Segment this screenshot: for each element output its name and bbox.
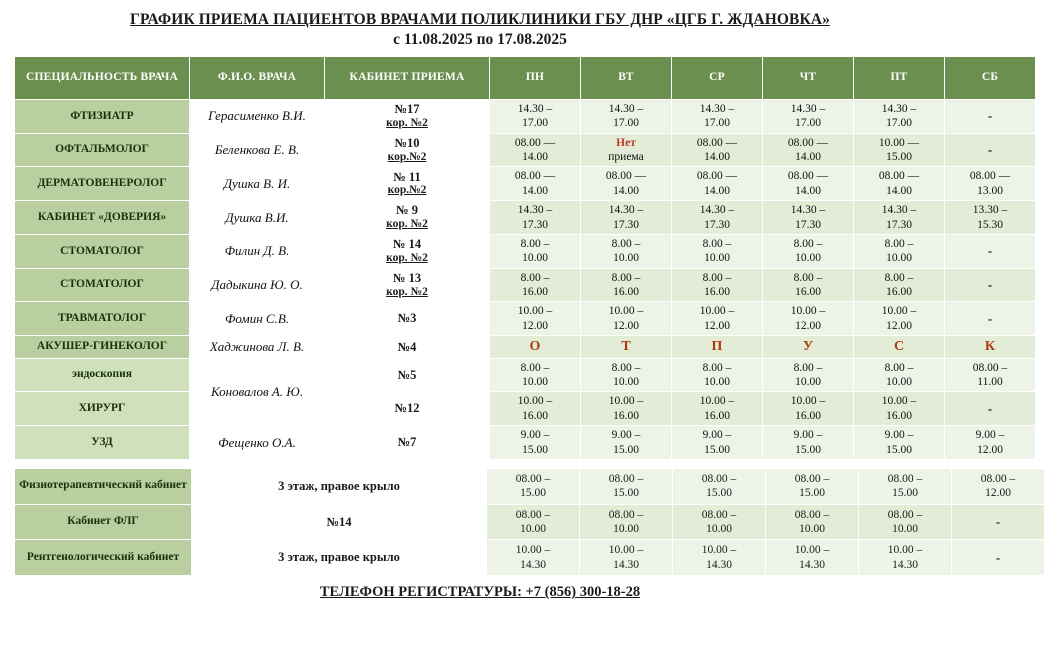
table-row — [15, 167, 1036, 201]
day-cell: - — [945, 234, 1036, 268]
row-room: №3 — [325, 302, 490, 336]
day-cell: 10.00 — 15.00 — [854, 133, 945, 167]
day-cell: 8.00 – 10.00 — [581, 358, 672, 392]
day-cell: 08.00 – 11.00 — [945, 358, 1036, 392]
row-doctor: Фещенко О.А. — [190, 426, 325, 460]
room-day-cell: 10.00 – 14.30 — [859, 540, 952, 576]
day-cell: 14.30 – 17.00 — [672, 99, 763, 133]
day-cell: 9.00 – 15.00 — [490, 426, 581, 460]
day-cell: 8.00 – 10.00 — [854, 358, 945, 392]
column-header-monday: ПН — [490, 56, 581, 99]
day-cell: Нет приема — [581, 133, 672, 167]
row-specialty: ХИРУРГ — [15, 392, 190, 426]
room-day-cell: 08.00 – 15.00 — [673, 468, 766, 504]
day-cell: 10.00 – 16.00 — [490, 392, 581, 426]
day-cell: 08.00 — 13.00 — [945, 167, 1036, 201]
row-specialty: ДЕРМАТОВЕНЕРОЛОГ — [15, 167, 190, 201]
row-room: №17 кор. №2 — [325, 99, 490, 133]
table-row — [15, 392, 1036, 426]
room-day-cell: 08.00 – 10.00 — [580, 504, 673, 540]
table-header — [15, 56, 1036, 99]
day-cell: 8.00 – 16.00 — [854, 268, 945, 302]
row-doctor: Филин Д. В. — [190, 234, 325, 268]
table-header-row — [15, 56, 1036, 99]
table-row — [15, 234, 1036, 268]
day-cell: 14.30 – 17.30 — [672, 201, 763, 235]
row-doctor: Фомин С.В. — [190, 302, 325, 336]
row-room: №12 — [325, 392, 490, 426]
day-cell: 8.00 – 16.00 — [672, 268, 763, 302]
room-location: 3 этаж, правое крыло — [192, 540, 487, 576]
column-header-tuesday: ВТ — [581, 56, 672, 99]
day-cell: 8.00 – 10.00 — [854, 234, 945, 268]
column-header-wednesday: СР — [672, 56, 763, 99]
day-cell: У — [763, 336, 854, 359]
room-day-cell: 08.00 – 10.00 — [487, 504, 580, 540]
row-specialty: УЗД — [15, 426, 190, 460]
day-cell: 8.00 – 10.00 — [672, 358, 763, 392]
row-specialty: АКУШЕР-ГИНЕКОЛОГ — [15, 336, 190, 359]
room-day-cell: 08.00 – 15.00 — [487, 468, 580, 504]
room-day-cell: 08.00 – 15.00 — [859, 468, 952, 504]
row-doctor: Душка В. И. — [190, 167, 325, 201]
day-cell: 10.00 – 12.00 — [490, 302, 581, 336]
room-location: 3 этаж, правое крыло — [192, 468, 487, 504]
rooms-schedule-table — [14, 468, 1045, 576]
day-cell: 14.30 – 17.00 — [854, 99, 945, 133]
room-day-cell: 08.00 – 10.00 — [766, 504, 859, 540]
day-cell: 10.00 – 16.00 — [854, 392, 945, 426]
row-room: № 13 кор. №2 — [325, 268, 490, 302]
title-period: с 11.08.2025 по 17.08.2025 — [393, 31, 567, 49]
row-specialty: КАБИНЕТ «ДОВЕРИЯ» — [15, 201, 190, 235]
room-name: Кабинет ФЛГ — [15, 504, 192, 540]
day-cell: 10.00 – 16.00 — [672, 392, 763, 426]
column-header-thursday: ЧТ — [763, 56, 854, 99]
day-cell: 08.00 — 14.00 — [672, 133, 763, 167]
row-room: №10 кор.№2 — [325, 133, 490, 167]
table-row — [15, 336, 1036, 359]
day-cell: К — [945, 336, 1036, 359]
day-cell: 9.00 – 15.00 — [581, 426, 672, 460]
day-cell: 08.00 — 14.00 — [490, 167, 581, 201]
day-cell: 8.00 – 10.00 — [490, 234, 581, 268]
day-cell: 9.00 – 15.00 — [672, 426, 763, 460]
table-row — [15, 426, 1036, 460]
day-cell: 10.00 – 16.00 — [763, 392, 854, 426]
day-cell: 08.00 — 14.00 — [672, 167, 763, 201]
day-cell: 14.30 – 17.00 — [490, 99, 581, 133]
day-cell: 08.00 — 14.00 — [763, 167, 854, 201]
day-cell: 8.00 – 16.00 — [581, 268, 672, 302]
rooms-table-body — [15, 468, 1045, 575]
row-doctor: Дадыкина Ю. О. — [190, 268, 325, 302]
day-cell: 10.00 – 12.00 — [763, 302, 854, 336]
table-row — [15, 268, 1036, 302]
day-cell: 9.00 – 15.00 — [854, 426, 945, 460]
day-cell: 08.00 — 14.00 — [490, 133, 581, 167]
rooms-table-row — [15, 468, 1045, 504]
day-cell: 10.00 – 16.00 — [581, 392, 672, 426]
room-day-cell: 08.00 – 10.00 — [673, 504, 766, 540]
table-row — [15, 99, 1036, 133]
room-day-cell: - — [952, 540, 1045, 576]
page-title — [14, 10, 946, 50]
room-name: Физиотерапевтический кабинет — [15, 468, 192, 504]
row-doctor: Коновалов А. Ю. — [190, 358, 325, 426]
day-cell: 8.00 – 10.00 — [581, 234, 672, 268]
rooms-table-row — [15, 540, 1045, 576]
day-cell: - — [945, 302, 1036, 336]
table-row — [15, 201, 1036, 235]
room-location: №14 — [192, 504, 487, 540]
rooms-table-row — [15, 504, 1045, 540]
day-cell: 13.30 – 15.30 — [945, 201, 1036, 235]
registry-phone: ТЕЛЕФОН РЕГИСТРАТУРЫ: +7 (856) 300-18-28 — [319, 584, 641, 601]
room-day-cell: 10.00 – 14.30 — [487, 540, 580, 576]
column-header-friday: ПТ — [854, 56, 945, 99]
row-specialty: ТРАВМАТОЛОГ — [15, 302, 190, 336]
day-cell: 08.00 — 14.00 — [854, 167, 945, 201]
table-body — [15, 99, 1036, 459]
day-cell: 14.30 – 17.30 — [490, 201, 581, 235]
day-cell: 10.00 – 12.00 — [672, 302, 763, 336]
doctors-schedule-table — [14, 56, 1036, 460]
table-row — [15, 133, 1036, 167]
row-doctor: Хаджинова Л. В. — [190, 336, 325, 359]
room-day-cell: 08.00 – 15.00 — [766, 468, 859, 504]
day-cell: 8.00 – 10.00 — [490, 358, 581, 392]
day-cell: 8.00 – 16.00 — [763, 268, 854, 302]
row-room: № 9 кор. №2 — [325, 201, 490, 235]
day-cell: 14.30 – 17.00 — [763, 99, 854, 133]
room-day-cell: 10.00 – 14.30 — [673, 540, 766, 576]
row-specialty: эндоскопия — [15, 358, 190, 392]
column-header-saturday: СБ — [945, 56, 1036, 99]
day-cell: О — [490, 336, 581, 359]
day-cell: 14.30 – 17.30 — [763, 201, 854, 235]
column-header-specialty: СПЕЦИАЛЬНОСТЬ ВРАЧА — [15, 56, 190, 99]
day-cell: П — [672, 336, 763, 359]
row-specialty: СТОМАТОЛОГ — [15, 268, 190, 302]
room-day-cell: 08.00 – 10.00 — [859, 504, 952, 540]
row-specialty: ФТИЗИАТР — [15, 99, 190, 133]
room-day-cell: 10.00 – 14.30 — [580, 540, 673, 576]
row-specialty: СТОМАТОЛОГ — [15, 234, 190, 268]
day-cell: 8.00 – 10.00 — [672, 234, 763, 268]
day-cell: 14.30 – 17.30 — [581, 201, 672, 235]
table-row — [15, 358, 1036, 392]
day-cell: 9.00 – 15.00 — [763, 426, 854, 460]
room-day-cell: 10.00 – 14.30 — [766, 540, 859, 576]
room-day-cell: 08.00 – 12.00 — [952, 468, 1045, 504]
day-cell: 10.00 – 12.00 — [854, 302, 945, 336]
title-main: ГРАФИК ПРИЕМА ПАЦИЕНТОВ ВРАЧАМИ ПОЛИКЛИНИКИ ГБУ ДНР «ЦГБ Г. ЖДАНОВКА» — [130, 11, 830, 28]
day-cell: 10.00 – 12.00 — [581, 302, 672, 336]
column-header-room: КАБИНЕТ ПРИЕМА — [325, 56, 490, 99]
day-cell: 08.00 — 14.00 — [581, 167, 672, 201]
row-specialty: ОФТАЛЬМОЛОГ — [15, 133, 190, 167]
row-doctor: Душка В.И. — [190, 201, 325, 235]
day-cell: 14.30 – 17.00 — [581, 99, 672, 133]
row-doctor: Герасименко В.И. — [190, 99, 325, 133]
day-cell: - — [945, 268, 1036, 302]
day-cell: 08.00 — 14.00 — [763, 133, 854, 167]
day-cell: - — [945, 392, 1036, 426]
day-cell: 8.00 – 10.00 — [763, 234, 854, 268]
day-cell: С — [854, 336, 945, 359]
table-row — [15, 302, 1036, 336]
row-room: № 11 кор.№2 — [325, 167, 490, 201]
day-cell: Т — [581, 336, 672, 359]
day-cell: 8.00 – 16.00 — [490, 268, 581, 302]
day-cell: - — [945, 133, 1036, 167]
row-doctor: Беленкова Е. В. — [190, 133, 325, 167]
day-cell: - — [945, 99, 1036, 133]
row-room: №5 — [325, 358, 490, 392]
room-day-cell: 08.00 – 15.00 — [580, 468, 673, 504]
column-header-doctor: Ф.И.О. ВРАЧА — [190, 56, 325, 99]
day-cell: 14.30 – 17.30 — [854, 201, 945, 235]
room-day-cell: - — [952, 504, 1045, 540]
row-room: №4 — [325, 336, 490, 359]
room-name: Рентгенологический кабинет — [15, 540, 192, 576]
day-cell: 9.00 – 12.00 — [945, 426, 1036, 460]
row-room: №7 — [325, 426, 490, 460]
day-cell: 8.00 – 10.00 — [763, 358, 854, 392]
row-room: № 14 кор. №2 — [325, 234, 490, 268]
